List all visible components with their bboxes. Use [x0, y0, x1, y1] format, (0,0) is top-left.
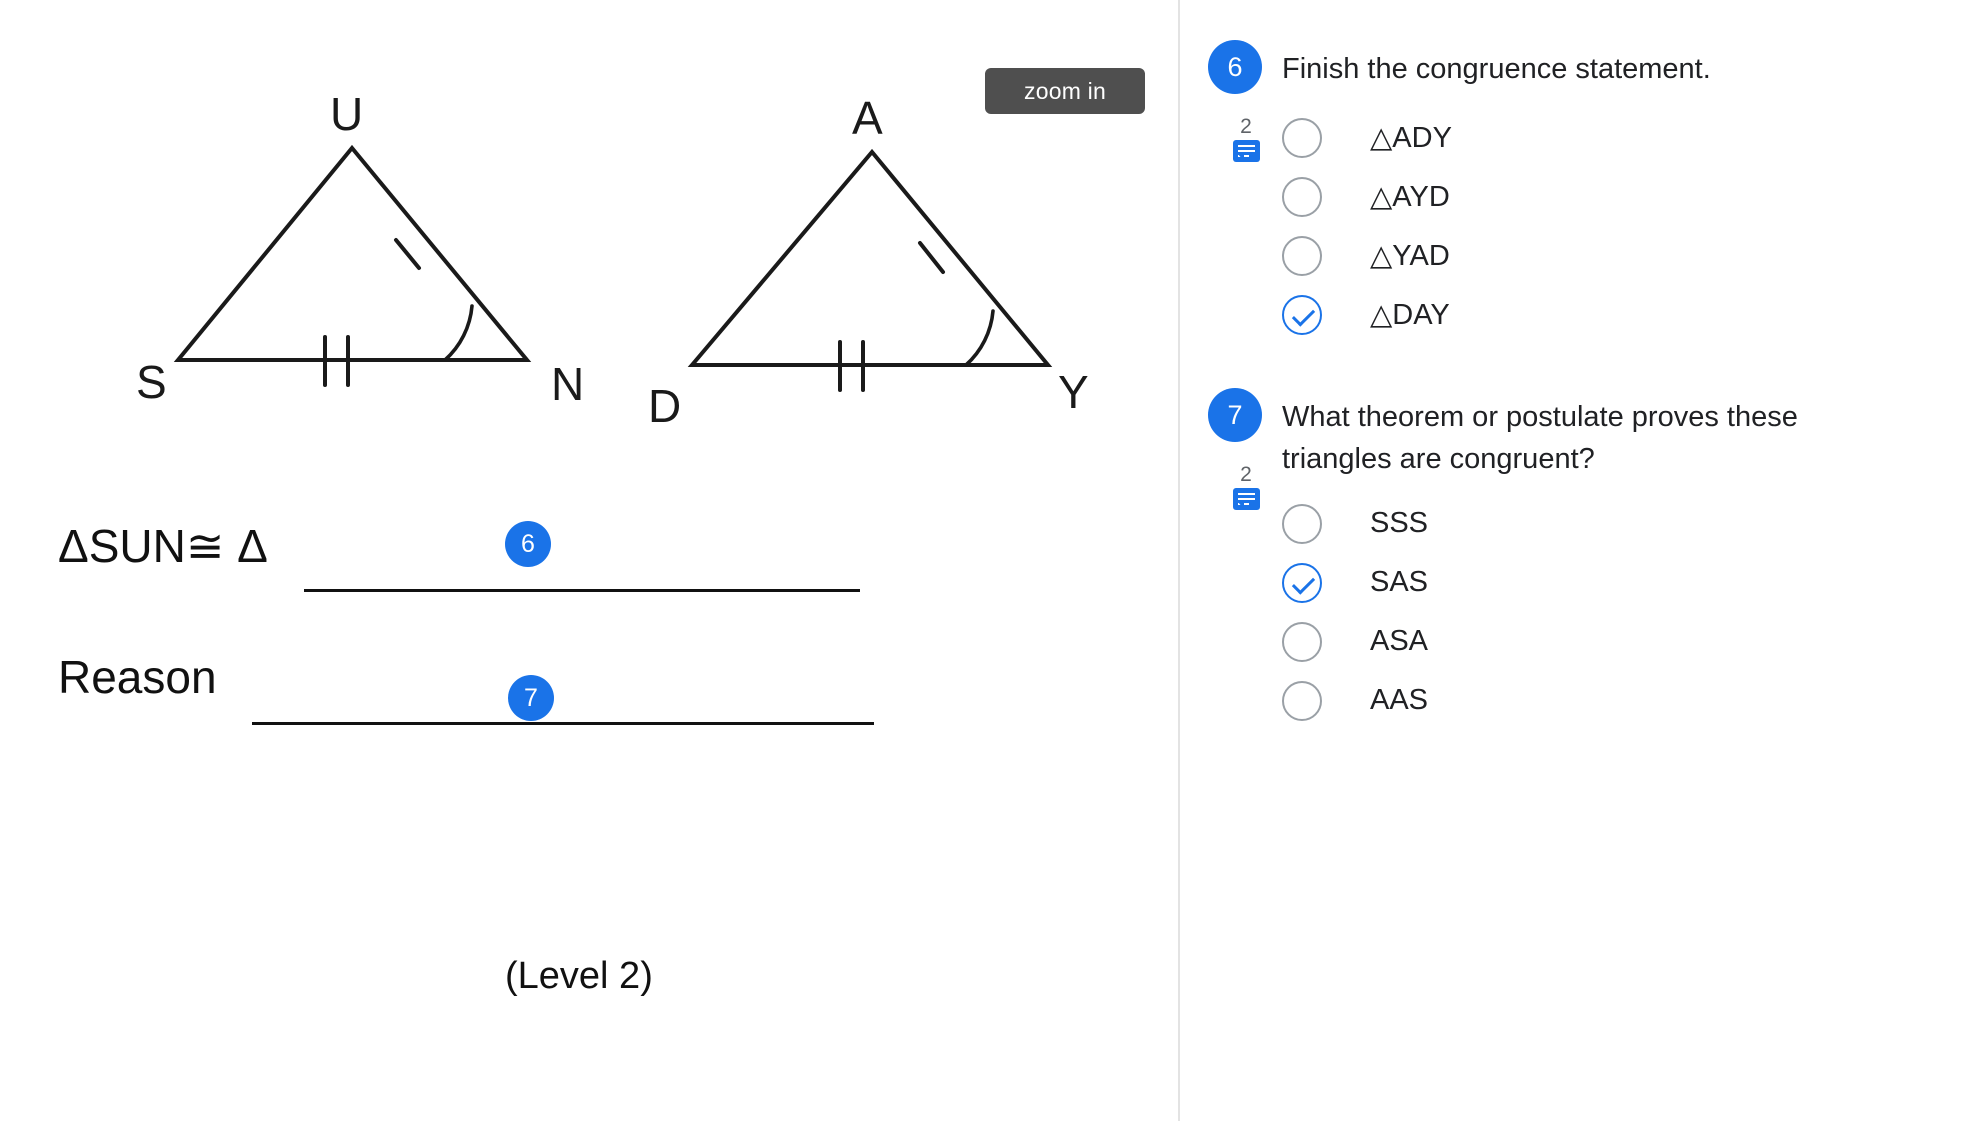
option-row[interactable]: [1282, 671, 1936, 730]
question-6-number: 6: [1208, 40, 1262, 94]
radio-icon[interactable]: [1282, 236, 1322, 276]
option-label: △YAD: [1370, 240, 1450, 272]
question-6-comments[interactable]: [1218, 116, 1274, 162]
option-label: ASA: [1370, 625, 1429, 658]
question-6-options: [1208, 108, 1936, 344]
question-6-comment-count: 2: [1240, 115, 1252, 138]
option-label: △AYD: [1370, 181, 1450, 213]
radio-icon[interactable]: [1282, 622, 1322, 662]
radio-checked-icon[interactable]: [1282, 295, 1322, 335]
option-label: SAS: [1370, 566, 1429, 599]
question-7-text: What theorem or postulate proves these triangles are congruent?: [1282, 401, 1798, 476]
question-marker-7[interactable]: 7: [508, 675, 554, 721]
level-text: (Level 2): [505, 955, 653, 997]
reason-label-text: Reason: [58, 651, 217, 703]
answer-blank-2: [252, 722, 874, 725]
option-row[interactable]: [1282, 285, 1936, 344]
option-row[interactable]: [1282, 108, 1936, 167]
radio-icon[interactable]: [1282, 118, 1322, 158]
option-label: AAS: [1370, 684, 1429, 717]
question-6-text: Finish the congruence statement.: [1282, 53, 1711, 85]
label-a: A: [852, 92, 883, 144]
question-7-comment-count: 2: [1240, 463, 1252, 486]
question-7-header: [1208, 388, 1936, 480]
label-s: S: [136, 356, 167, 408]
question-7-number: 7: [1208, 388, 1262, 442]
label-n: N: [551, 358, 585, 410]
comment-icon: [1233, 140, 1260, 162]
option-label: △DAY: [1370, 299, 1450, 331]
zoom-in-button[interactable]: zoom in: [985, 68, 1145, 114]
option-row[interactable]: [1282, 226, 1936, 285]
question-block-7: [1208, 388, 1936, 730]
radio-icon[interactable]: [1282, 681, 1322, 721]
option-row[interactable]: [1282, 167, 1936, 226]
question-block-6: [1208, 40, 1936, 344]
question-7-comments[interactable]: [1218, 464, 1274, 510]
radio-checked-icon[interactable]: [1282, 563, 1322, 603]
radio-icon[interactable]: [1282, 504, 1322, 544]
option-row[interactable]: [1282, 612, 1936, 671]
option-label: △ADY: [1370, 122, 1452, 154]
comment-icon: [1233, 488, 1260, 510]
option-row[interactable]: [1282, 553, 1936, 612]
option-label: SSS: [1370, 507, 1429, 540]
option-row[interactable]: [1282, 494, 1936, 553]
congruence-statement-text: ΔSUN≅ Δ: [58, 520, 268, 572]
label-u: U: [330, 88, 364, 140]
question-6-header: [1208, 40, 1936, 94]
label-d: D: [648, 380, 682, 432]
radio-icon[interactable]: [1282, 177, 1322, 217]
answer-blank-1: [304, 589, 860, 592]
questions-pane: [1180, 0, 1972, 1121]
question-marker-6[interactable]: 6: [505, 521, 551, 567]
label-y: Y: [1058, 366, 1089, 418]
question-7-options: [1208, 494, 1936, 730]
